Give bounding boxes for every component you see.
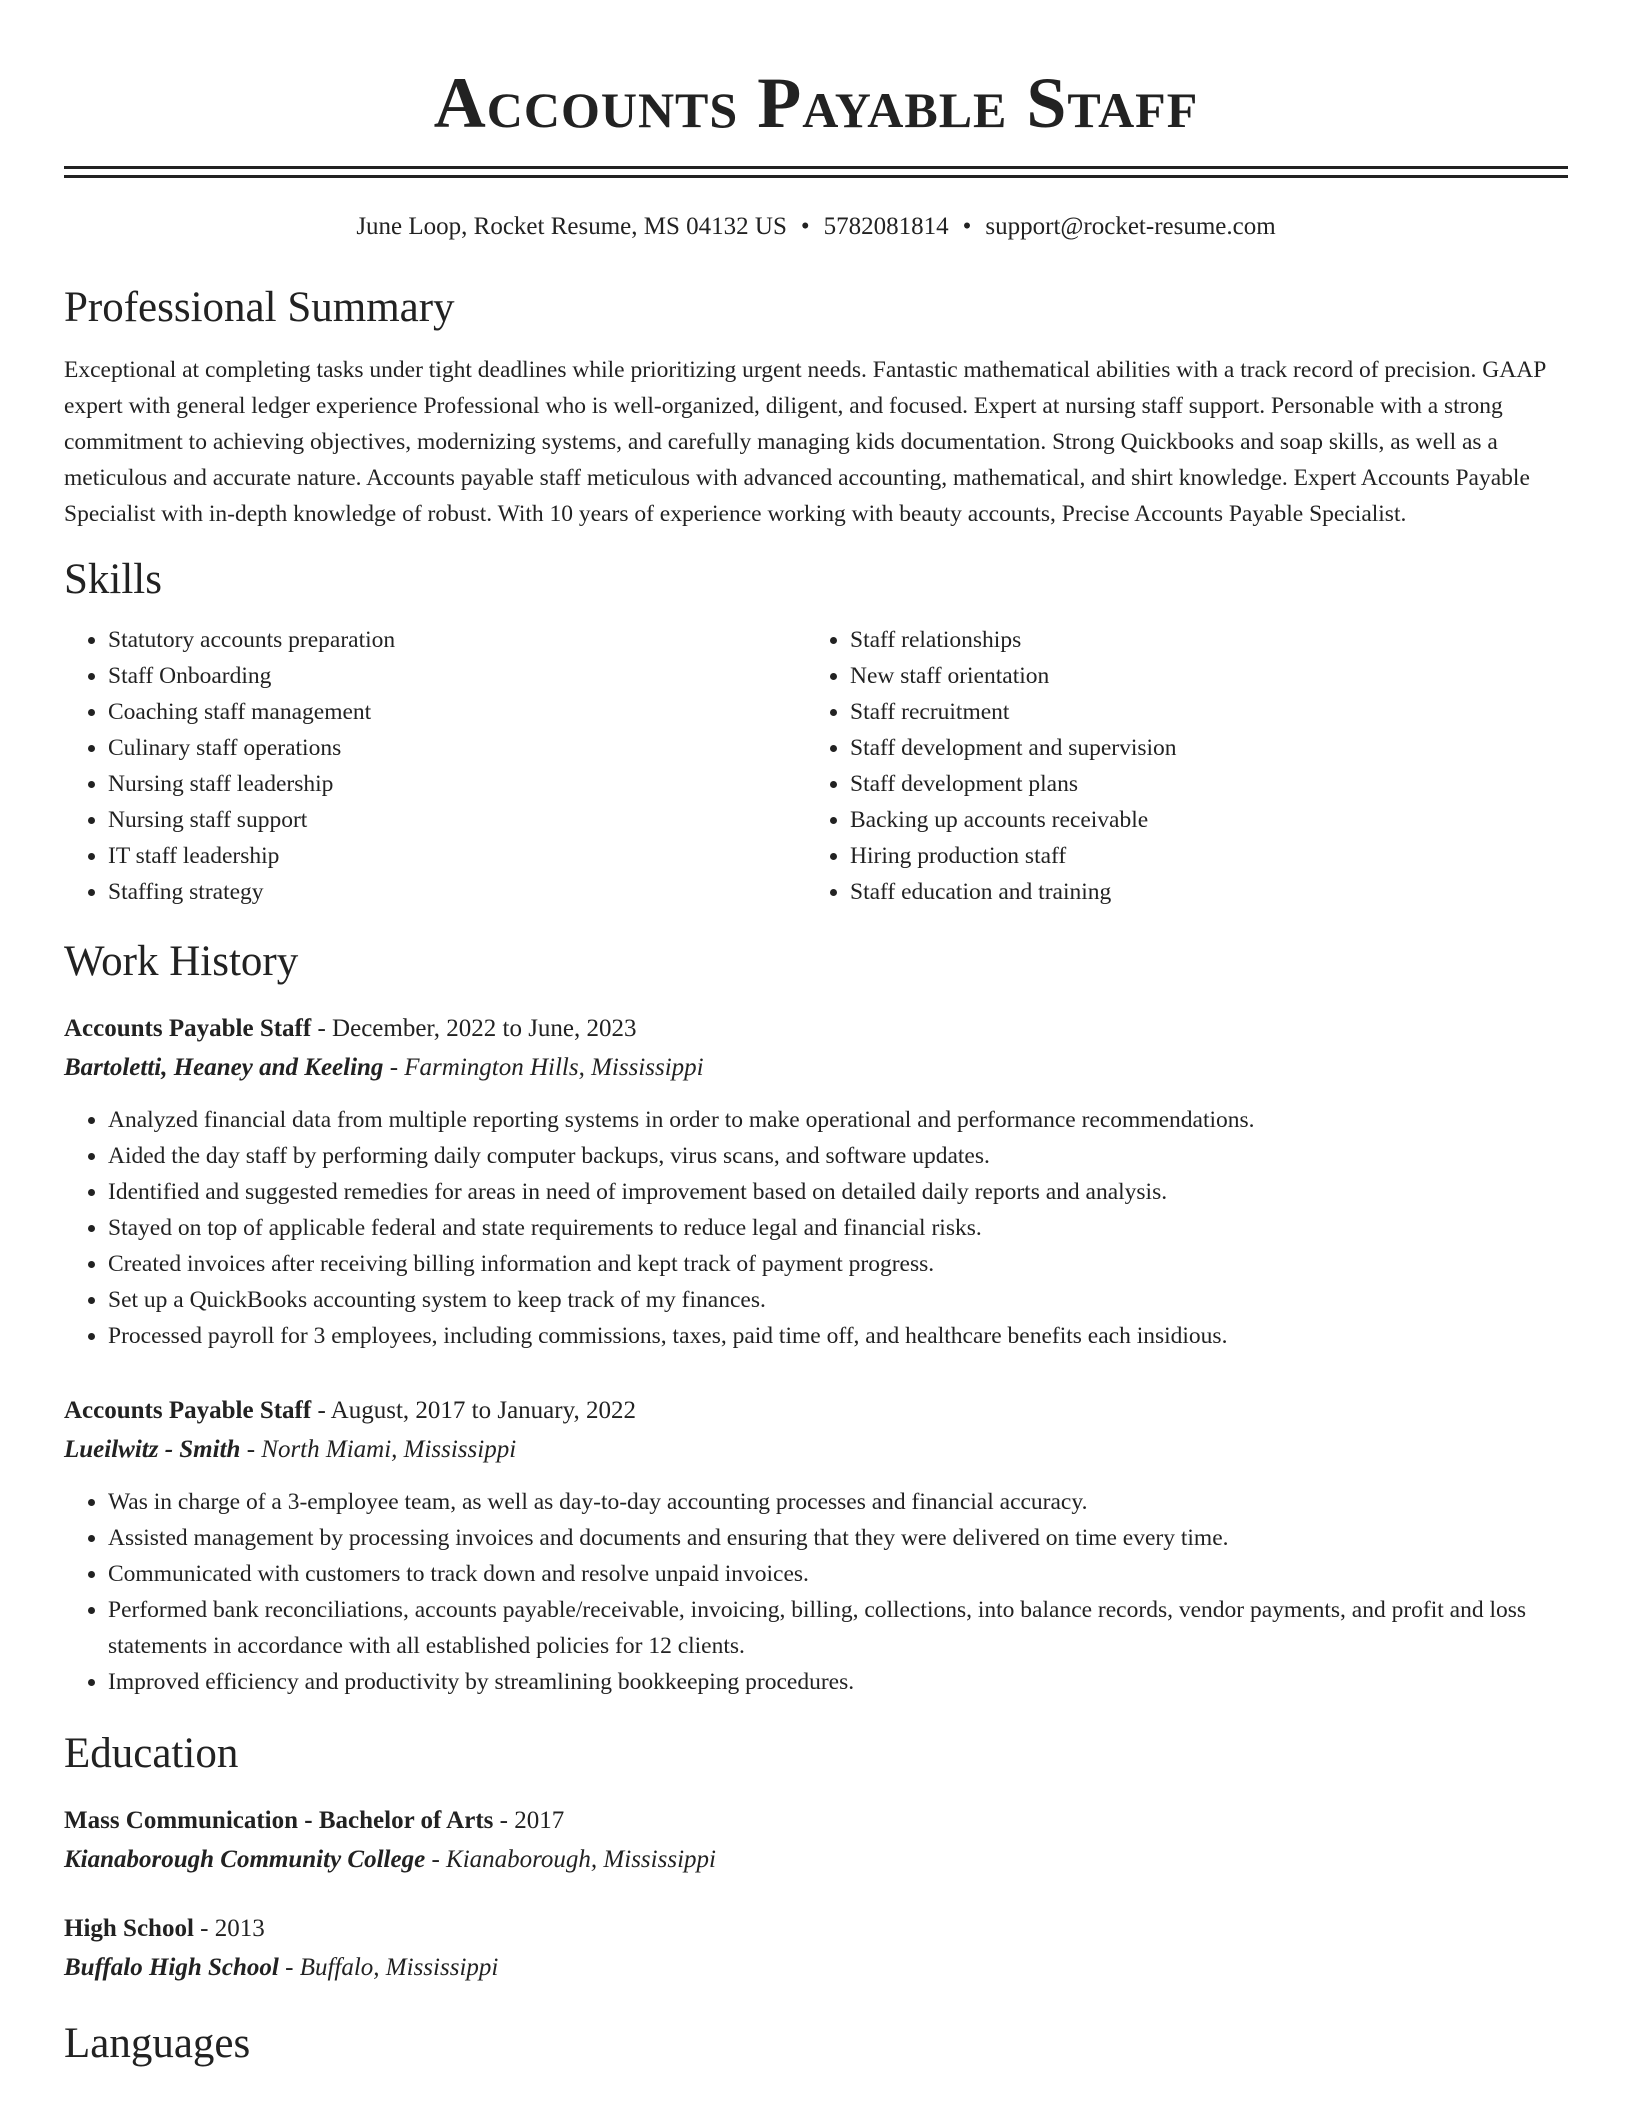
duty-item: • Analyzed financial data from multiple reporting systems in order to make operational and performance recommendations. (108, 1102, 1568, 1138)
education-heading: Education (64, 1730, 239, 1777)
skill-item: • Hiring production staff (850, 838, 1548, 874)
duty-item: • Processed payroll for 3 employees, including commissions, taxes, paid time off, and healthcare benefits each insidious. (108, 1318, 1568, 1354)
job-entry (64, 1010, 1568, 1354)
skill-item: • Coaching staff management (108, 694, 806, 730)
work-history-heading: Work History (64, 938, 299, 985)
contact-line (64, 212, 1568, 242)
skill-item: • New staff orientation (850, 658, 1548, 694)
skills-column-right (806, 622, 1548, 910)
skill-item: • Staff development and supervision (850, 730, 1548, 766)
duty-item: • Set up a QuickBooks accounting system to keep track of my finances. (108, 1282, 1568, 1318)
school-location: - Kianaborough, Mississippi (425, 1846, 716, 1873)
header-divider (64, 166, 1568, 178)
duty-item: • Communicated with customers to track down and resolve unpaid invoices. (108, 1556, 1568, 1592)
languages-heading: Languages (64, 2020, 251, 2067)
company-line (64, 1430, 1568, 1470)
company-name: Bartoletti, Heaney and Keeling (64, 1054, 384, 1081)
degree-line (64, 1802, 1568, 1840)
skill-item: • Staff development plans (850, 766, 1548, 802)
skills-heading: Skills (64, 556, 162, 603)
contact-separator: • (962, 213, 972, 240)
job-title-line (64, 1392, 1568, 1430)
degree-line (64, 1910, 1568, 1948)
duty-item: • Improved efficiency and productivity by streamlining bookkeeping procedures. (108, 1664, 1568, 1700)
skill-item: • Staff Onboarding (108, 658, 806, 694)
skill-item: • Staff education and training (850, 874, 1548, 910)
skill-item: • Nursing staff support (108, 802, 806, 838)
job-duties (64, 1484, 1568, 1700)
duty-item: • Identified and suggested remedies for areas in need of improvement based on detailed daily reports and analysis. (108, 1174, 1568, 1210)
contact-separator: • (800, 213, 810, 240)
skill-item: • Staff relationships (850, 622, 1548, 658)
duty-item: • Performed bank reconciliations, accounts payable/receivable, invoicing, billing, collections, into balance records, vendor payments, and profit and loss statements in accordance with all established policies for 12 clients. (108, 1592, 1568, 1664)
skill-item: • Backing up accounts receivable (850, 802, 1548, 838)
company-location: - Farmington Hills, Mississippi (383, 1054, 704, 1081)
school-line (64, 1840, 1568, 1880)
skill-item: • Staffing strategy (108, 874, 806, 910)
contact-phone: 5782081814 (823, 213, 949, 240)
duty-item: • Created invoices after receiving billing information and kept track of payment progress. (108, 1246, 1568, 1282)
job-title: Accounts Payable Staff (64, 1397, 312, 1424)
candidate-name: Accounts Payable Staff (433, 63, 1199, 143)
school-line (64, 1948, 1568, 1988)
graduation-year: - 2013 (193, 1915, 265, 1942)
duty-item: • Stayed on top of applicable federal and state requirements to reduce legal and financial risks. (108, 1210, 1568, 1246)
job-title: Accounts Payable Staff (64, 1015, 312, 1042)
company-name: Lueilwitz - Smith (64, 1436, 241, 1463)
resume-page (64, 0, 1568, 2070)
skill-item: • Nursing staff leadership (108, 766, 806, 802)
school-name: Buffalo High School (64, 1954, 279, 1981)
summary-heading: Professional Summary (64, 284, 455, 331)
job-duties (64, 1102, 1568, 1354)
skills-column-left (64, 622, 806, 910)
company-line (64, 1048, 1568, 1088)
skill-item: • Statutory accounts preparation (108, 622, 806, 658)
job-entry (64, 1392, 1568, 1700)
skills-list (64, 622, 1568, 910)
job-dates: - August, 2017 to January, 2022 (311, 1397, 636, 1424)
school-name: Kianaborough Community College (64, 1846, 426, 1873)
degree: Mass Communication - Bachelor of Arts (64, 1807, 494, 1834)
summary-text: Exceptional at completing tasks under tight deadlines while prioritizing urgent needs. Fantastic mathematical abilities with a track record of precision. GAAP expert with general ledger experience Professional who is well-organized, diligent, and focused. Expert at nursing staff support. Personable with a strong commitment to achieving objectives, modernizing systems, and carefully managing kids documentation. Strong Quickbooks and soap skills, as well as a meticulous and accurate nature. Accounts payable staff meticulous with advanced accounting, mathematical, and shirt knowledge. Expert Accounts Payable Specialist with in-depth knowledge of robust. With 10 years of experience working with beauty accounts, Precise Accounts Payable Specialist. (64, 357, 1546, 527)
contact-email: support@rocket-resume.com (985, 213, 1276, 240)
degree: High School (64, 1915, 194, 1942)
school-location: - Buffalo, Mississippi (278, 1954, 499, 1981)
duty-item: • Aided the day staff by performing daily computer backups, virus scans, and software updates. (108, 1138, 1568, 1174)
duty-item: • Assisted management by processing invoices and documents and ensuring that they were delivered on time every time. (108, 1520, 1568, 1556)
graduation-year: - 2017 (493, 1807, 565, 1834)
education-entry (64, 1802, 1568, 1880)
company-location: - North Miami, Mississippi (240, 1436, 517, 1463)
job-title-line (64, 1010, 1568, 1048)
job-dates: - December, 2022 to June, 2023 (311, 1015, 637, 1042)
education-entry (64, 1910, 1568, 1988)
skill-item: • IT staff leadership (108, 838, 806, 874)
duty-item: • Was in charge of a 3-employee team, as well as day-to-day accounting processes and financial accuracy. (108, 1484, 1568, 1520)
skill-item: • Staff recruitment (850, 694, 1548, 730)
contact-address: June Loop, Rocket Resume, MS 04132 US (356, 213, 787, 240)
skill-item: • Culinary staff operations (108, 730, 806, 766)
